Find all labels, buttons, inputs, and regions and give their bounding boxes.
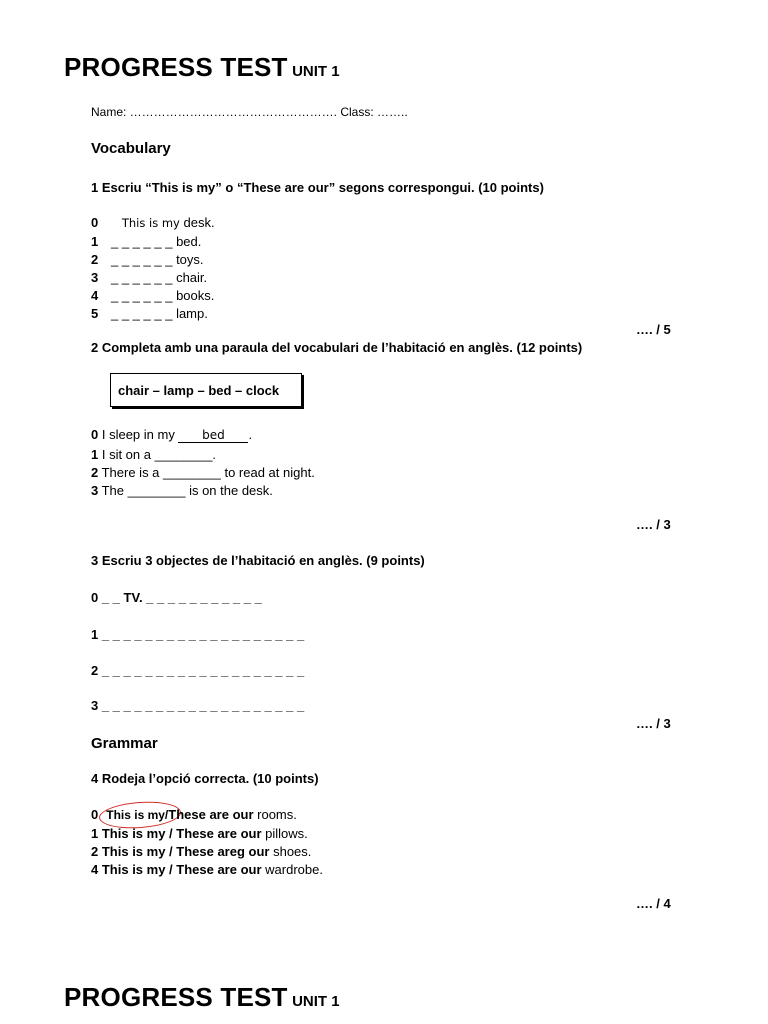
unit-text: UNIT 1	[292, 993, 340, 1010]
list-item: 2 There is a ________ to read at night.	[91, 465, 315, 480]
circled-option: This is my/	[106, 808, 169, 822]
title-text: PROGRESS TEST	[64, 52, 288, 82]
list-item: 2 _ _ _ _ _ _ _ _ _ _ _ _ _ _ _ _ _ _ _	[91, 663, 305, 678]
name-class-line: Name: ……………………………………………. Class: ……..	[91, 105, 408, 119]
list-item: 2 This is my / These areg our shoes.	[91, 844, 312, 859]
grammar-heading: Grammar	[91, 735, 158, 752]
exercise-3-score: …. / 3	[636, 716, 671, 731]
list-item: 1 _ _ _ _ _ _ bed.	[91, 234, 202, 249]
exercise-4-score: …. / 4	[636, 896, 671, 911]
exercise-3-example: 0 _ _ TV. _ _ _ _ _ _ _ _ _ _ _	[91, 590, 262, 605]
page-title	[64, 52, 340, 83]
list-item: 5 _ _ _ _ _ _ lamp.	[91, 306, 208, 321]
word-box-text: chair – lamp – bed – clock	[118, 383, 280, 398]
vocabulary-heading: Vocabulary	[91, 140, 171, 157]
handwritten-answer: bed	[178, 429, 248, 443]
exercise-3-heading: 3 Escriu 3 objectes de l’habitació en anglès. (9 points)	[91, 553, 425, 568]
exercise-1-example	[91, 215, 215, 230]
example-rest: desk.	[179, 215, 215, 230]
exercise-4-example: 0 This is my/These are our rooms.	[91, 807, 297, 822]
handwritten-answer: This is my	[121, 216, 180, 230]
list-item: 2 _ _ _ _ _ _ toys.	[91, 252, 204, 267]
item-number: 0	[91, 215, 99, 230]
exercise-2-items	[91, 446, 315, 500]
list-item: 4 _ _ _ _ _ _ books.	[91, 288, 215, 303]
exercise-2-example: 0 I sleep in my bed .	[91, 427, 253, 442]
exercise-1-score: …. / 5	[636, 322, 671, 337]
exercise-2-score: …. / 3	[636, 517, 671, 532]
title-text: PROGRESS TEST	[64, 982, 288, 1012]
list-item: 1 This is my / These are our pillows.	[91, 826, 308, 841]
word-box	[110, 373, 302, 407]
list-item: 3 _ _ _ _ _ _ _ _ _ _ _ _ _ _ _ _ _ _ _	[91, 698, 305, 713]
list-item: 1 _ _ _ _ _ _ _ _ _ _ _ _ _ _ _ _ _ _ _	[91, 627, 305, 642]
list-item: 3 The ________ is on the desk.	[91, 483, 273, 498]
unit-text: UNIT 1	[292, 63, 340, 80]
page-2-title	[64, 982, 340, 1013]
exercise-2-heading: 2 Completa amb una paraula del vocabulari de l’habitació en anglès. (12 points)	[91, 340, 583, 355]
list-item: 4 This is my / These are our wardrobe.	[91, 862, 323, 877]
exercise-1-items	[91, 233, 214, 323]
exercise-4-heading: 4 Rodeja l’opció correcta. (10 points)	[91, 771, 319, 786]
list-item: 1 I sit on a ________.	[91, 447, 217, 462]
exercise-4-items	[91, 825, 323, 879]
exercise-1-heading: 1 Escriu “This is my” o “These are our” segons correspongui. (10 points)	[91, 180, 544, 195]
list-item: 3 _ _ _ _ _ _ chair.	[91, 270, 208, 285]
